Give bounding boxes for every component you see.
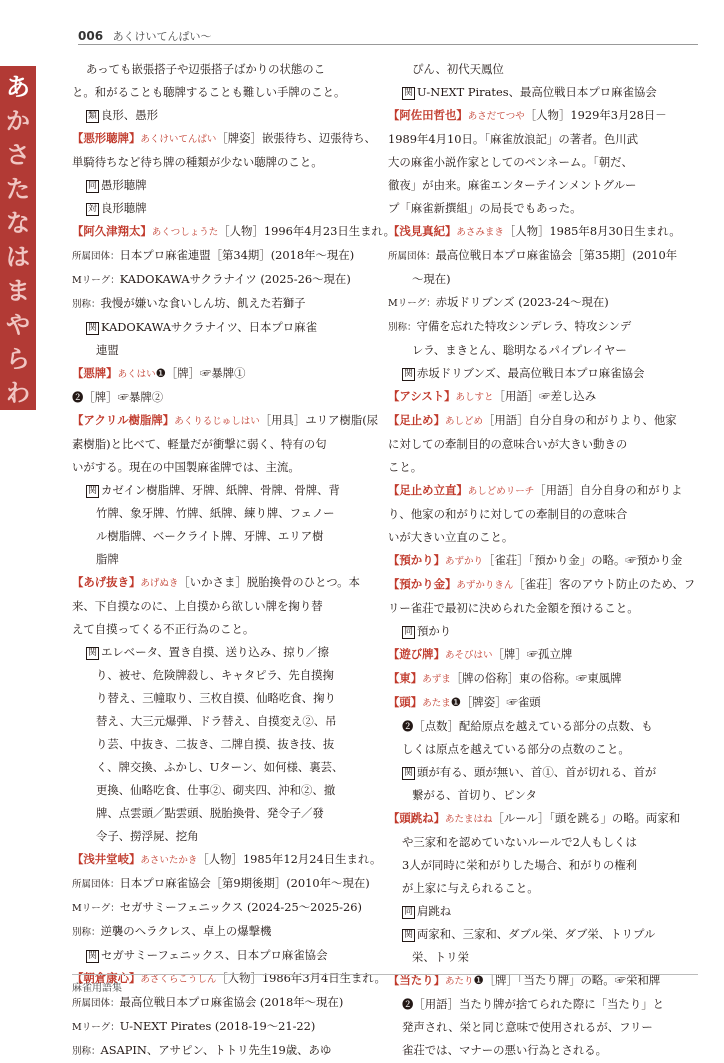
index-tab-char: ら (6, 345, 30, 373)
headword: 【阿久津翔太】 (72, 224, 152, 238)
entry-text: り、他家の和がりに対しての牽制目的の意味合 (388, 507, 628, 521)
headword-reading: あたまはね (444, 814, 493, 825)
ref-mark: 同 (88, 181, 98, 191)
entry-text: しくは原点を越えている部分の点数のこと。 (402, 742, 630, 756)
headword-reading: あしすと (455, 392, 494, 403)
entry-line (388, 877, 684, 900)
footer-text: 麻雀用語集 (72, 983, 122, 994)
running-title: あくけいてんぱい～ (112, 30, 212, 43)
entry-text: ❷［点数］配給原点を越えている部分の点数、も (402, 719, 653, 733)
headword: 【あげ抜き】 (72, 575, 141, 589)
entry-text: プ「麻雀新撰組」の局長でもあった。 (388, 201, 582, 215)
ref-mark: 関 (88, 951, 98, 961)
entry-text: 来、下自摸なのに、上自摸から欲しい牌を掬り替 (72, 599, 323, 613)
headword-reading: あさみまき (456, 227, 504, 238)
headword: 【足止め立直】 (388, 483, 468, 497)
entry-text: ❶［牌姿］☞雀頭 (450, 695, 541, 709)
ref-mark: 関 (404, 930, 414, 940)
entry-text: 連盟 (96, 343, 119, 357)
entry-text: ［ルール］「頭を跳る」の略。両家和 (492, 811, 681, 825)
entry-text: 最高位戦日本プロ麻雀協会 (2018年～現在) (119, 995, 344, 1009)
entry-text: ［人物］1929年3月28日－ (524, 108, 667, 122)
entry-line (388, 831, 684, 854)
field-label: 所属団体： (72, 998, 120, 1009)
entry-text: 最高位戦日本プロ麻雀協会［第35期］(2010年 (435, 248, 678, 262)
index-tab-char: さ (6, 141, 30, 169)
ref-mark: 対 (88, 204, 98, 214)
index-tab-char: な (6, 209, 30, 237)
entry-text: 発声され、栄と同じ意味で使用されるが、フリー (402, 1020, 653, 1034)
index-tab (0, 66, 36, 410)
entry-line (388, 503, 684, 526)
headword: 【預かり】 (388, 553, 445, 567)
entry-text: 栄、トリ栄 (412, 950, 469, 964)
field-label: 別称： (72, 299, 101, 310)
field-label: 所属団体： (72, 251, 120, 262)
ref-mark: 関 (404, 768, 414, 778)
entry-text: 赤坂ドリブンズ、最高位戦日本プロ麻雀協会 (417, 366, 645, 380)
index-tab-char: は (6, 243, 30, 271)
footer-rule (72, 974, 698, 975)
entry-text: ル樹脂牌、ベークライト牌、牙牌、エリア樹 (96, 529, 324, 543)
entry-text: 日本プロ麻雀協会［第9期後期］(2010年～現在) (119, 876, 370, 890)
entry-text: 雀荘では、マナーの悪い行為とされる。 (402, 1043, 608, 1057)
entry-text: ぴん、初代天鳳位 (412, 62, 504, 76)
entry-headline (388, 643, 684, 667)
entry-text: 1989年4月10日。「麻雀放浪記」の著者。色川武 (388, 132, 639, 146)
entry-text: 良形、愚形 (101, 108, 158, 122)
entry-text: 単騎待ちなど待ち牌の種類が少ない聴牌のこと。 (72, 155, 323, 169)
entry-line (72, 479, 368, 502)
entry-text: 替え、大三元爆弾、ドラ替え、自摸変え②、吊 (96, 714, 337, 728)
field-label: 所属団体： (388, 251, 436, 262)
headword: 【浅井堂岐】 (72, 852, 141, 866)
entry-line (72, 896, 368, 920)
entry-line (388, 923, 684, 946)
entry-line (72, 991, 368, 1015)
entry-text: こと。 (388, 460, 423, 474)
entry-text: レラ、まきとん、聡明なるパイプレイヤー (412, 343, 627, 357)
entry-text: ［用語］自分自身の和がりよ (534, 483, 683, 497)
entry-line (388, 197, 684, 220)
entry-headline (388, 385, 684, 409)
entry-headline (388, 479, 684, 503)
entry-text: セガサミーフェニックス (2024-25～2025-26) (119, 900, 362, 914)
entry-line (388, 761, 684, 784)
entry-text: 徹夜」が由来。麻雀エンターテインメントグルー (388, 178, 637, 192)
page-number: 006 (78, 29, 104, 43)
entry-text: 更換、仙略吃食、仕事②、砌夹四、沖和②、撤 (96, 783, 336, 797)
entry-text: カゼイン樹脂牌、牙牌、紙牌、骨牌、骨牌、背 (101, 483, 340, 497)
entry-headline (388, 549, 684, 573)
entry-line (72, 151, 368, 174)
entry-line (72, 548, 368, 571)
entry-text: KADOKAWAサクラナイツ (2025-26～現在) (119, 272, 351, 286)
field-label: Mリーグ： (72, 275, 120, 286)
index-tab-char: や (6, 311, 30, 339)
entry-text: ❷［牌］☞暴牌② (72, 390, 164, 404)
headword-reading: あしどめ (444, 416, 483, 427)
index-tab-char: あ (6, 73, 30, 101)
entry-text: ［雀荘］客のアウト防止のため、フ (513, 577, 696, 591)
entry-line (72, 386, 368, 409)
entry-text: と。和がることも聴牌することも難しい手牌のこと。 (72, 85, 346, 99)
entry-text: り芸、中抜き、二抜き、二牌自摸、抜き技、抜 (96, 737, 335, 751)
entry-text: 両家和、三家和、ダブル栄、ダブ栄、トリプル (417, 927, 656, 941)
entry-line (72, 825, 368, 848)
field-label: Mリーグ： (72, 903, 120, 914)
entry-line (388, 946, 684, 969)
entry-headline (72, 127, 376, 151)
headword-reading: あさいたかき (140, 855, 198, 866)
entry-line (72, 710, 368, 733)
entry-text: 素樹脂)と比べて、軽量だが衝撃に弱く、特有の匂 (72, 437, 327, 451)
ref-mark: 類 (88, 111, 98, 121)
entry-line (388, 620, 684, 643)
entry-line (72, 756, 368, 779)
ref-mark: 関 (88, 486, 98, 496)
headword: 【浅見真紀】 (388, 224, 457, 238)
entry-text: ［牌姿］嵌張待ち、辺張待ち、 (216, 131, 376, 145)
entry-line (388, 526, 684, 549)
entry-text: U-NEXT Pirates (2018-19～21-22) (119, 1019, 316, 1033)
index-tab-char: わ (6, 379, 30, 407)
entry-line (388, 268, 684, 291)
entry-line (388, 128, 684, 151)
entry-line (388, 291, 684, 315)
entry-line (388, 433, 684, 456)
entry-text: 日本プロ麻雀連盟［第34期］(2018年～現在) (119, 248, 355, 262)
entry-text: ［人物］1985年12月24日生まれ。 (197, 852, 382, 866)
headword-reading: あたり (444, 976, 474, 987)
entry-line (72, 920, 368, 944)
entry-line (72, 525, 368, 548)
entry-line (388, 151, 684, 174)
entry-text: 預かり (417, 624, 452, 638)
headword: 【当たり】 (388, 973, 445, 987)
entry-text: ❶［牌］「当たり牌」の略。☞栄和牌 (473, 973, 661, 987)
entry-headline (72, 409, 379, 433)
headword: 【預かり金】 (388, 577, 457, 591)
headword-reading: あさくらこうしん (140, 974, 217, 985)
entry-line (72, 502, 368, 525)
entry-text: り替え、三幢取り、三枚自摸、仙略吃食、掬り (96, 691, 336, 705)
entry-headline (388, 409, 684, 433)
ref-mark: 同 (404, 907, 414, 917)
headword-reading: あずかり (444, 556, 483, 567)
entry-text: や三家和を認めていないルールで2人もしくは (402, 835, 637, 849)
headword: 【悪形聴牌】 (72, 131, 141, 145)
headword-reading: あそびはい (444, 650, 493, 661)
headword-reading: あげぬき (140, 578, 179, 589)
headword-reading: あたま (422, 698, 451, 709)
entry-line (72, 433, 368, 456)
entry-line (72, 58, 368, 81)
header-rule (78, 44, 698, 45)
entry-text: ASAPIN、アサピン、トトリ先生19歳、あゆ (100, 1043, 332, 1057)
entry-text: 大の麻雀小説作家としてのペンネーム。「朝だ、 (388, 155, 633, 169)
entry-text: 頭が有る、頭が無い、首①、首が切れる、首が (417, 765, 657, 779)
headword-reading: あさだてつや (467, 111, 525, 122)
entry-text: U-NEXT Pirates、最高位戦日本プロ麻雀協会 (417, 85, 657, 99)
entry-line (72, 733, 368, 756)
entry-text: が上家に与えられること。 (402, 881, 539, 895)
entry-text: ❷［用語］当たり牌が捨てられた際に「当たり」と (402, 997, 664, 1011)
index-tab-char: ま (6, 277, 30, 305)
entry-line (72, 81, 368, 104)
headword-reading: あくつしょうた (151, 227, 219, 238)
entry-line (72, 641, 368, 664)
entry-line (72, 618, 368, 641)
entry-line (72, 595, 368, 618)
ref-mark: 関 (404, 369, 414, 379)
entry-text: ［牌］☞孤立牌 (492, 647, 573, 661)
entry-line (72, 1015, 368, 1039)
entry-line (388, 784, 684, 807)
entry-line (388, 993, 684, 1016)
entry-line (388, 1039, 684, 1062)
headword: 【遊び牌】 (388, 647, 445, 661)
field-label: Mリーグ： (388, 298, 436, 309)
entry-text: ［雀荘］「預かり金」の略。☞預かり金 (482, 553, 683, 567)
entry-text: リー雀荘で最初に決められた金額を預けること。 (388, 601, 639, 615)
entry-text: ［用語］自分自身の和がりより、他家 (482, 413, 677, 427)
ref-mark: 関 (88, 323, 98, 333)
headword-reading: あしどめリーチ (467, 486, 535, 497)
entry-line (72, 944, 368, 967)
entry-line (72, 316, 368, 339)
entry-text: ［用具］ユリア樹脂(尿 (259, 413, 379, 427)
entry-text: 愚形聴牌 (101, 178, 147, 192)
entry-line (388, 715, 684, 738)
entry-text: KADOKAWAサクラナイツ、日本プロ麻雀 (101, 320, 317, 334)
entry-line (72, 268, 368, 292)
entry-line (72, 456, 368, 479)
entry-text: あっても嵌張搭子や辺張搭子ばかりの状態のこ (86, 62, 326, 76)
entry-line (72, 292, 368, 316)
entry-text: ❶［牌］☞暴牌① (155, 366, 246, 380)
entry-line (388, 81, 684, 104)
entry-text: く、牌交換、ふかし、Uターン、如何様、裏芸、 (96, 760, 344, 774)
entry-line (388, 900, 684, 923)
headword-reading: あくはい (117, 369, 156, 380)
entry-text: 竹牌、象牙牌、竹牌、紙牌、練り牌、フェノー (96, 506, 335, 520)
entry-line (72, 104, 368, 127)
entry-text: 我慢が嫌いな食いしん坊、飢えた若獅子 (100, 296, 306, 310)
entry-line (388, 854, 684, 877)
entry-text: いが大きい立直のこと。 (388, 530, 514, 544)
entry-line (72, 339, 368, 362)
headword-reading: あくりるじゅしはい (174, 416, 260, 427)
entry-headline (388, 220, 684, 244)
entry-line (72, 687, 368, 710)
right-column (388, 58, 696, 1062)
entry-headline (72, 571, 368, 595)
entry-headline (388, 807, 684, 831)
entry-text: 繋がる、首切り、ピンタ (412, 788, 537, 802)
entry-text: えて自摸ってくる不正行為のこと。 (72, 622, 255, 636)
headword-reading: あずま (422, 674, 451, 685)
entry-line (388, 597, 684, 620)
entry-text: 3人が同時に栄和がりした場合、和がりの権利 (402, 858, 638, 872)
entry-text: 逆襲のヘラクレス、卓上の爆撃機 (100, 924, 272, 938)
entry-line (72, 174, 368, 197)
headword-reading: あずかりきん (456, 580, 514, 591)
headword: 【頭】 (388, 695, 423, 709)
entry-headline (388, 691, 684, 715)
entry-text: 令子、撈浮屍、挖角 (96, 829, 199, 843)
entry-headline (72, 362, 368, 386)
entry-text: セガサミーフェニックス、日本プロ麻雀協会 (101, 948, 328, 962)
entry-line (388, 339, 684, 362)
headword-reading: あくけいてんぱい (140, 134, 217, 145)
ref-mark: 同 (404, 627, 414, 637)
entry-line (72, 1039, 368, 1063)
headword: 【阿佐田哲也】 (388, 108, 468, 122)
entry-text: ～現在) (412, 272, 451, 286)
entry-line (388, 58, 684, 81)
index-tab-char: た (6, 175, 30, 203)
entry-line (72, 244, 368, 268)
entry-line (388, 174, 684, 197)
headword: 【東】 (388, 671, 423, 685)
ref-mark: 関 (88, 648, 98, 658)
field-label: 所属団体： (72, 879, 120, 890)
entry-text: 脂牌 (96, 552, 119, 566)
entry-text: ［人物］1996年4月23日生まれ。 (218, 224, 395, 238)
headword: 【悪牌】 (72, 366, 118, 380)
entry-text: 赤坂ドリブンズ (2023-24～現在) (435, 295, 609, 309)
entry-line (388, 456, 684, 479)
entry-headline (388, 573, 696, 597)
entry-text: に対しての牽制目的の意味合いが大きい動きの (388, 437, 628, 451)
entry-headline (72, 220, 395, 244)
field-label: 別称： (388, 322, 417, 333)
field-label: Mリーグ： (72, 1022, 120, 1033)
entry-text: ［用語］☞差し込み (493, 389, 597, 403)
entry-text: 肩跳ね (417, 904, 452, 918)
headword: 【アクリル樹脂牌】 (72, 413, 175, 427)
headword: 【朝倉康心】 (72, 971, 141, 985)
entry-text: ［人物］1985年8月30日生まれ。 (503, 224, 681, 238)
entry-line (388, 738, 684, 761)
entry-text: 守備を忘れた特攻シンデレラ、特攻シンデ (416, 319, 632, 333)
headword: 【足止め】 (388, 413, 445, 427)
left-column (72, 58, 395, 1063)
entry-headline (388, 667, 684, 691)
entry-line (72, 802, 368, 825)
entry-line (72, 872, 368, 896)
entry-line (72, 779, 368, 802)
index-tab-char: か (6, 107, 30, 135)
field-label: 別称： (72, 927, 101, 938)
headword: 【頭跳ね】 (388, 811, 445, 825)
entry-text: 牌、点雲頭／點雲頭、脱胎換骨、発令子／發 (96, 806, 324, 820)
entry-text: ［人物］1986年3月4日生まれ。 (216, 971, 386, 985)
entry-text: り、被せ、危険牌殺し、キャタピラ、先自摸掬 (96, 668, 334, 682)
entry-headline (388, 969, 684, 993)
entry-line (388, 315, 684, 339)
field-label: 別称： (72, 1046, 101, 1057)
entry-line (388, 362, 684, 385)
entry-line (72, 197, 368, 220)
headword: 【アシスト】 (388, 389, 456, 403)
entry-line (72, 664, 368, 687)
running-header (78, 28, 212, 44)
entry-line (388, 1016, 684, 1039)
entry-text: エレベータ、置き自摸、送り込み、掠り／擦 (101, 645, 329, 659)
entry-text: 良形聴牌 (101, 201, 147, 215)
entry-line (388, 244, 684, 268)
ref-mark: 関 (404, 88, 414, 98)
entry-headline (72, 848, 382, 872)
entry-headline (388, 104, 684, 128)
entry-text: ［いかさま］脱胎換骨のひとつ。本 (178, 575, 360, 589)
entry-text: ［牌の俗称］東の俗称。☞東風牌 (450, 671, 622, 685)
entry-text: いがする。現在の中国製麻雀牌では、主流。 (72, 460, 300, 474)
